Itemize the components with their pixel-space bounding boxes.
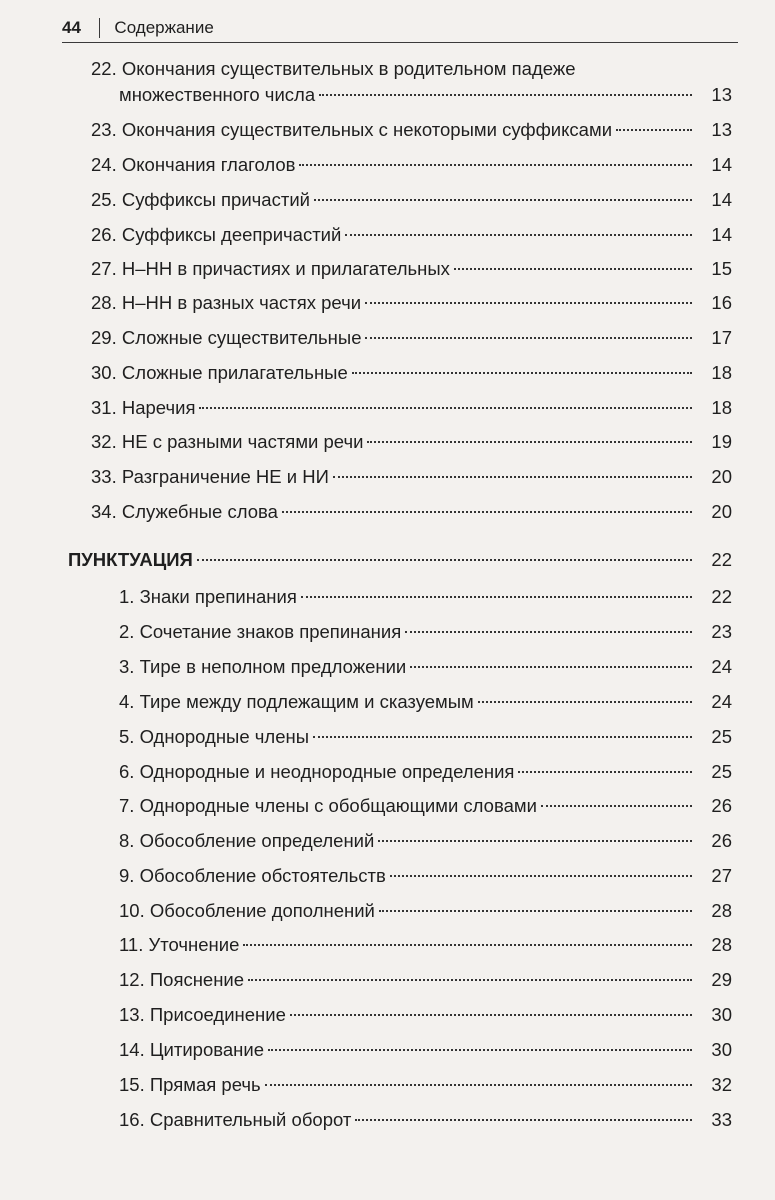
toc-entry-page: 15	[711, 258, 732, 279]
toc-entry[interactable]	[0, 898, 775, 924]
toc-entry[interactable]	[0, 759, 775, 785]
toc-entry-page: 28	[711, 900, 732, 921]
toc-entry-page: 18	[711, 397, 732, 418]
toc-entry-label: 10. Обособление дополнений	[119, 900, 375, 921]
toc-entry[interactable]	[0, 360, 775, 386]
toc-entry[interactable]	[0, 1002, 775, 1028]
toc-entry[interactable]	[0, 689, 775, 715]
toc-entry-page: 18	[711, 362, 732, 383]
toc-entry-label: 4. Тире между подлежащим и сказуемым	[119, 691, 474, 712]
toc-entry-page: 30	[711, 1039, 732, 1060]
toc-entry-label-first: 22. Окончания существительных в родительном падеже	[91, 58, 576, 79]
header-divider	[99, 18, 101, 38]
toc-entry-label: 34. Служебные слова	[91, 501, 278, 522]
dot-leader	[352, 372, 692, 374]
toc-entry[interactable]	[0, 395, 775, 421]
dot-leader	[405, 631, 692, 633]
toc-entry[interactable]	[0, 584, 775, 610]
toc-entry-label: 24. Окончания глаголов	[91, 154, 296, 175]
toc-entry-label: 13. Присоединение	[119, 1004, 286, 1025]
toc-entry-page: 25	[711, 761, 732, 782]
dot-leader	[454, 268, 692, 270]
dot-leader	[541, 805, 692, 807]
toc-entry-page: 25	[711, 726, 732, 747]
section-page: 22	[711, 549, 732, 570]
dot-leader	[282, 511, 692, 513]
dot-leader	[314, 199, 692, 201]
toc-entry-label: 3. Тире в неполном предложении	[119, 656, 407, 677]
toc-entry-label: 23. Окончания существительных с некоторыми суффиксами	[91, 119, 613, 140]
toc-entry-label: 28. Н–НН в разных частях речи	[91, 292, 362, 313]
toc-entry[interactable]	[0, 290, 775, 316]
toc-entry-label: множественного числа	[119, 84, 316, 105]
toc-entry[interactable]	[0, 724, 775, 750]
toc-entry-label: 30. Сложные прилагательные	[91, 362, 348, 383]
dot-leader	[378, 840, 692, 842]
toc-entry-label: 15. Прямая речь	[119, 1074, 261, 1095]
toc-entry-label: 12. Пояснение	[119, 969, 245, 990]
toc-entry-page: 13	[711, 119, 732, 140]
toc-entry[interactable]	[0, 499, 775, 525]
toc-entry[interactable]	[0, 117, 775, 143]
dot-leader	[365, 302, 692, 304]
toc-entry-label: 7. Однородные члены с обобщающими словами	[119, 795, 537, 816]
dot-leader	[319, 94, 692, 96]
toc-entry[interactable]	[0, 967, 775, 993]
dot-leader	[301, 596, 692, 598]
dot-leader	[365, 337, 692, 339]
toc-entry-page: 14	[711, 189, 732, 210]
dot-leader	[345, 234, 692, 236]
dot-leader	[355, 1119, 692, 1121]
dot-leader	[268, 1049, 692, 1051]
dot-leader	[333, 476, 692, 478]
dot-leader	[299, 164, 692, 166]
toc-entry-page: 24	[711, 656, 732, 677]
toc-entry-page: 20	[711, 466, 732, 487]
toc-entry[interactable]	[0, 932, 775, 958]
toc-entry[interactable]	[0, 464, 775, 490]
toc-entry-label: 26. Суффиксы деепричастий	[91, 224, 342, 245]
dot-leader	[290, 1014, 692, 1016]
toc-entry-page: 33	[711, 1109, 732, 1130]
toc-entry-label: 8. Обособление определений	[119, 830, 375, 851]
page-number: 44	[62, 18, 81, 37]
toc-entry-page: 14	[711, 224, 732, 245]
toc-entry-page: 19	[711, 431, 732, 452]
toc-entry-label: 1. Знаки препинания	[119, 586, 297, 607]
dot-leader	[199, 407, 692, 409]
dot-leader	[243, 944, 692, 946]
toc-entry[interactable]	[0, 619, 775, 645]
toc-entry-page: 28	[711, 934, 732, 955]
toc-entry[interactable]	[0, 222, 775, 248]
header-title: Содержание	[114, 18, 214, 37]
toc-entry-label: 31. Наречия	[91, 397, 196, 418]
toc-entry[interactable]	[0, 429, 775, 455]
dot-leader	[367, 441, 692, 443]
toc-entry-page: 16	[711, 292, 732, 313]
dot-leader	[390, 875, 692, 877]
toc-entry[interactable]	[0, 1107, 775, 1133]
toc-entry-label: 6. Однородные и неоднородные определения	[119, 761, 515, 782]
toc-entry-page: 23	[711, 621, 732, 642]
dot-leader	[518, 771, 692, 773]
toc-entry-page: 27	[711, 865, 732, 886]
toc-entry-label: 29. Сложные существительные	[91, 327, 362, 348]
toc-entry[interactable]	[0, 152, 775, 178]
toc-entry-label: 33. Разграничение НЕ и НИ	[91, 466, 329, 487]
toc-entry-page: 26	[711, 830, 732, 851]
toc-entry[interactable]	[0, 1072, 775, 1098]
toc-entry-label: 2. Сочетание знаков препинания	[119, 621, 402, 642]
toc-entry-label: 16. Сравнительный оборот	[119, 1109, 352, 1130]
dot-leader	[410, 666, 692, 668]
section-title: ПУНКТУАЦИЯ	[68, 549, 193, 570]
toc-entry[interactable]	[0, 654, 775, 680]
running-header	[62, 14, 738, 43]
toc-entry-label: 9. Обособление обстоятельств	[119, 865, 386, 886]
toc-entry[interactable]	[0, 793, 775, 819]
dot-leader	[313, 736, 692, 738]
toc-entry-label: 11. Уточнение	[119, 934, 240, 955]
toc-entry-label: 25. Суффиксы причастий	[91, 189, 310, 210]
dot-leader	[616, 129, 692, 131]
toc-entry[interactable]	[0, 56, 775, 108]
toc-entry[interactable]	[0, 828, 775, 854]
toc-entry-label: 27. Н–НН в причастиях и прилагательных	[91, 258, 450, 279]
dot-leader	[478, 701, 692, 703]
toc-entry-page: 22	[711, 586, 732, 607]
toc-entry-label: 14. Цитирование	[119, 1039, 265, 1060]
toc-section-punctuation[interactable]	[0, 547, 775, 573]
dot-leader	[197, 559, 692, 561]
toc-entry-page: 32	[711, 1074, 732, 1095]
dot-leader	[265, 1084, 692, 1086]
toc-entry[interactable]	[0, 187, 775, 213]
toc-entry-page: 14	[711, 154, 732, 175]
toc-entry-page: 29	[711, 969, 732, 990]
toc-entry-page: 26	[711, 795, 732, 816]
toc-entry-label: 32. НЕ с разными частями речи	[91, 431, 364, 452]
toc-entry[interactable]	[0, 1037, 775, 1063]
toc-entry[interactable]	[0, 256, 775, 282]
toc-entry-label: 5. Однородные члены	[119, 726, 309, 747]
toc-entry-page: 24	[711, 691, 732, 712]
toc-entry[interactable]	[0, 863, 775, 889]
toc-entry[interactable]	[0, 325, 775, 351]
toc-entry-page: 13	[711, 84, 732, 105]
dot-leader	[248, 979, 692, 981]
toc-entry-page: 30	[711, 1004, 732, 1025]
toc-entry-page: 20	[711, 501, 732, 522]
toc-entry-page: 17	[711, 327, 732, 348]
dot-leader	[379, 910, 692, 912]
